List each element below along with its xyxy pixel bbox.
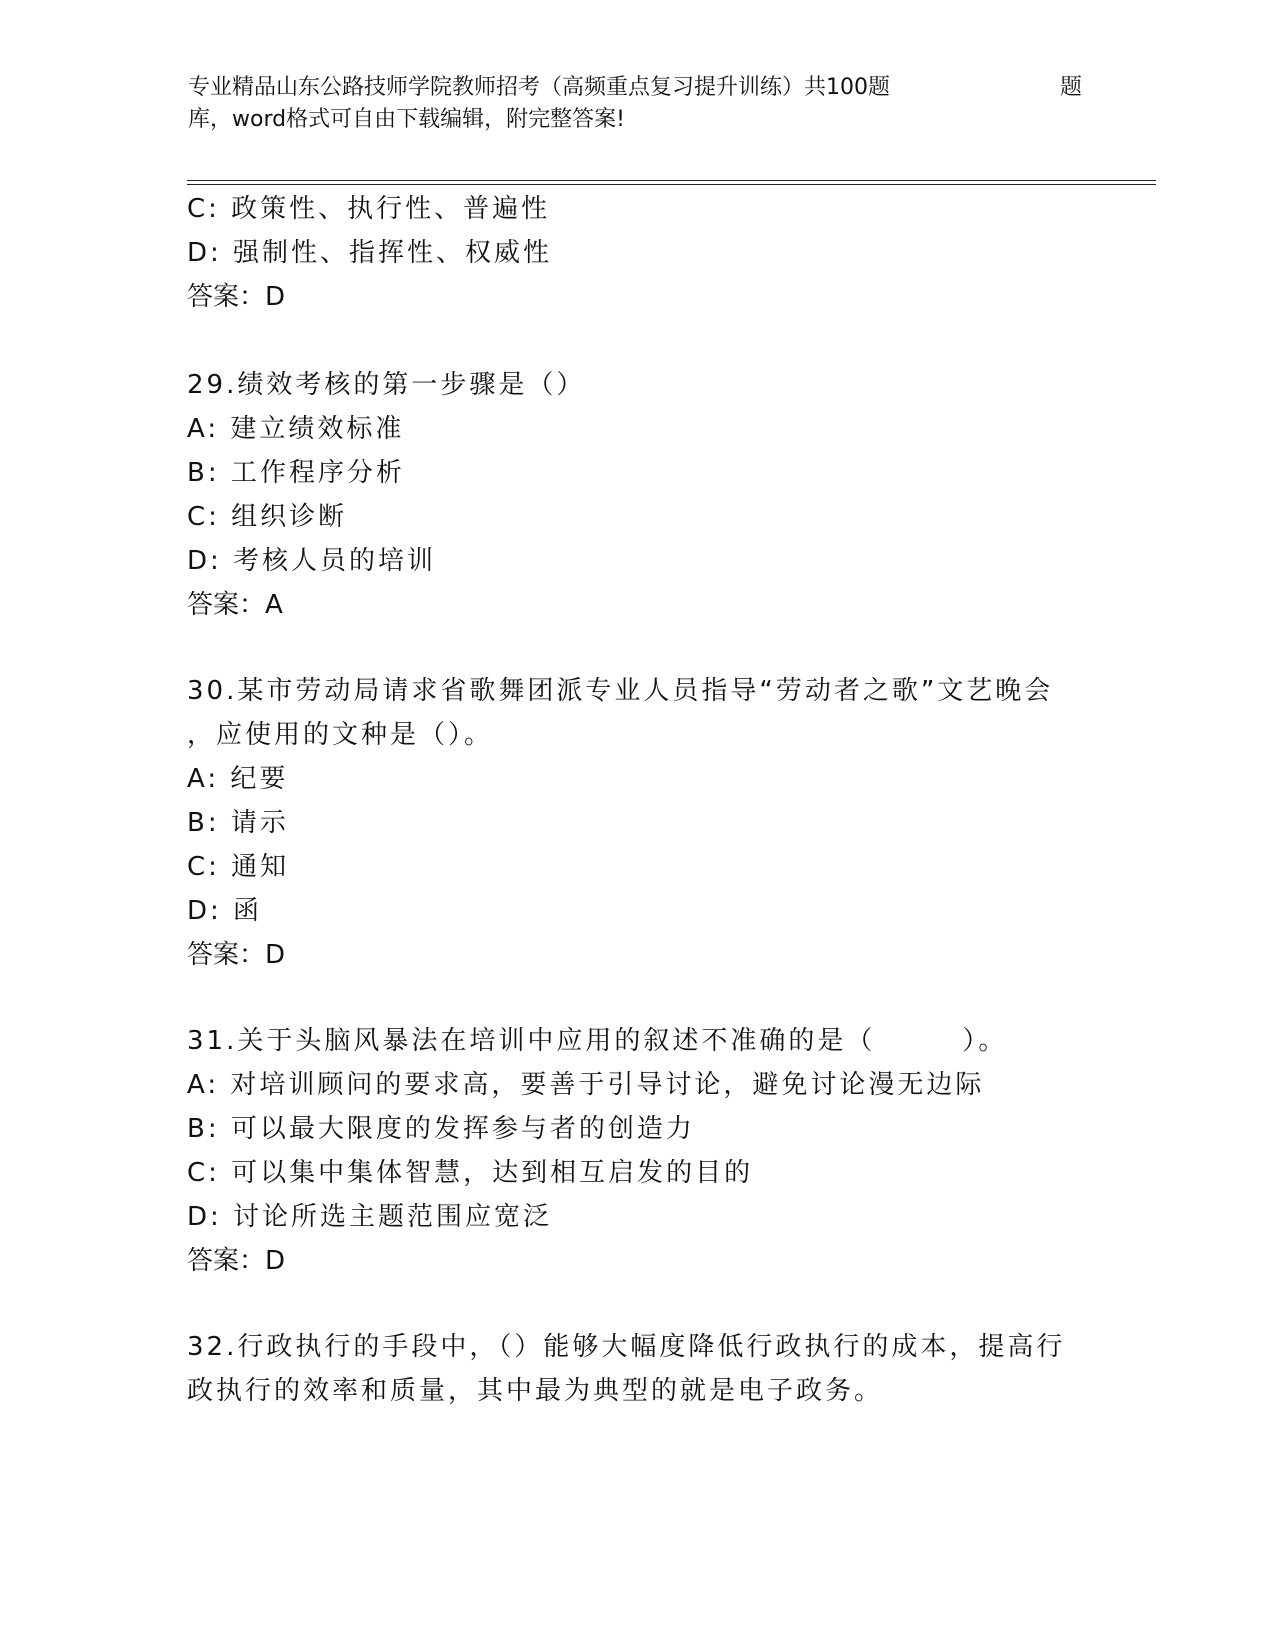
q31-answer: 答案：D <box>187 1246 286 1276</box>
q30-option-a: A: 纪要 <box>187 764 289 794</box>
prev-answer: 答案：D <box>187 282 286 312</box>
q30-stem-line2: ，应使用的文种是（）。 <box>187 720 494 750</box>
header-title-line2: 库，word格式可自由下载编辑，附完整答案! <box>188 107 625 132</box>
header-divider-top <box>187 180 1156 181</box>
prev-option-c: C: 政策性、执行性、普遍性 <box>187 194 551 224</box>
header-title-tail: 题 <box>1060 75 1083 100</box>
q29-option-c: C: 组织诊断 <box>187 502 348 532</box>
q31-option-b: B: 可以最大限度的发挥参与者的创造力 <box>187 1114 695 1144</box>
header-title-line1: 专业精品山东公路技师学院教师招考（高频重点复习提升训练）共100题 <box>188 75 890 100</box>
q30-option-c: C: 通知 <box>187 852 290 882</box>
q30-stem-line1: 30.某市劳动局请求省歌舞团派专业人员指导“劳动者之歌”文艺晚会 <box>187 676 1054 706</box>
header-divider-bottom <box>187 184 1156 185</box>
q31-option-d: D: 讨论所选主题范围应宽泛 <box>187 1202 553 1232</box>
prev-option-d: D: 强制性、指挥性、权威性 <box>187 238 553 268</box>
q32-stem-line2: 政执行的效率和质量，其中最为典型的就是电子政务。 <box>187 1376 884 1406</box>
q32-stem-line1: 32.行政执行的手段中，（）能够大幅度降低行政执行的成本，提高行 <box>187 1332 1066 1362</box>
q29-stem: 29.绩效考核的第一步骤是（） <box>187 370 586 400</box>
q30-option-d: D: 函 <box>187 896 263 926</box>
q31-stem: 31.关于头脑风暴法在培训中应用的叙述不准确的是（ ）。 <box>187 1026 1008 1056</box>
q31-option-a: A: 对培训顾问的要求高，要善于引导讨论，避免讨论漫无边际 <box>187 1070 985 1100</box>
q29-option-b: B: 工作程序分析 <box>187 458 405 488</box>
q31-option-c: C: 可以集中集体智慧，达到相互启发的目的 <box>187 1158 754 1188</box>
q29-option-a: A: 建立绩效标准 <box>187 414 405 444</box>
q29-option-d: D: 考核人员的培训 <box>187 546 437 576</box>
q30-option-b: B: 请示 <box>187 808 289 838</box>
q29-answer: 答案：A <box>187 590 283 620</box>
q30-answer: 答案：D <box>187 940 286 970</box>
